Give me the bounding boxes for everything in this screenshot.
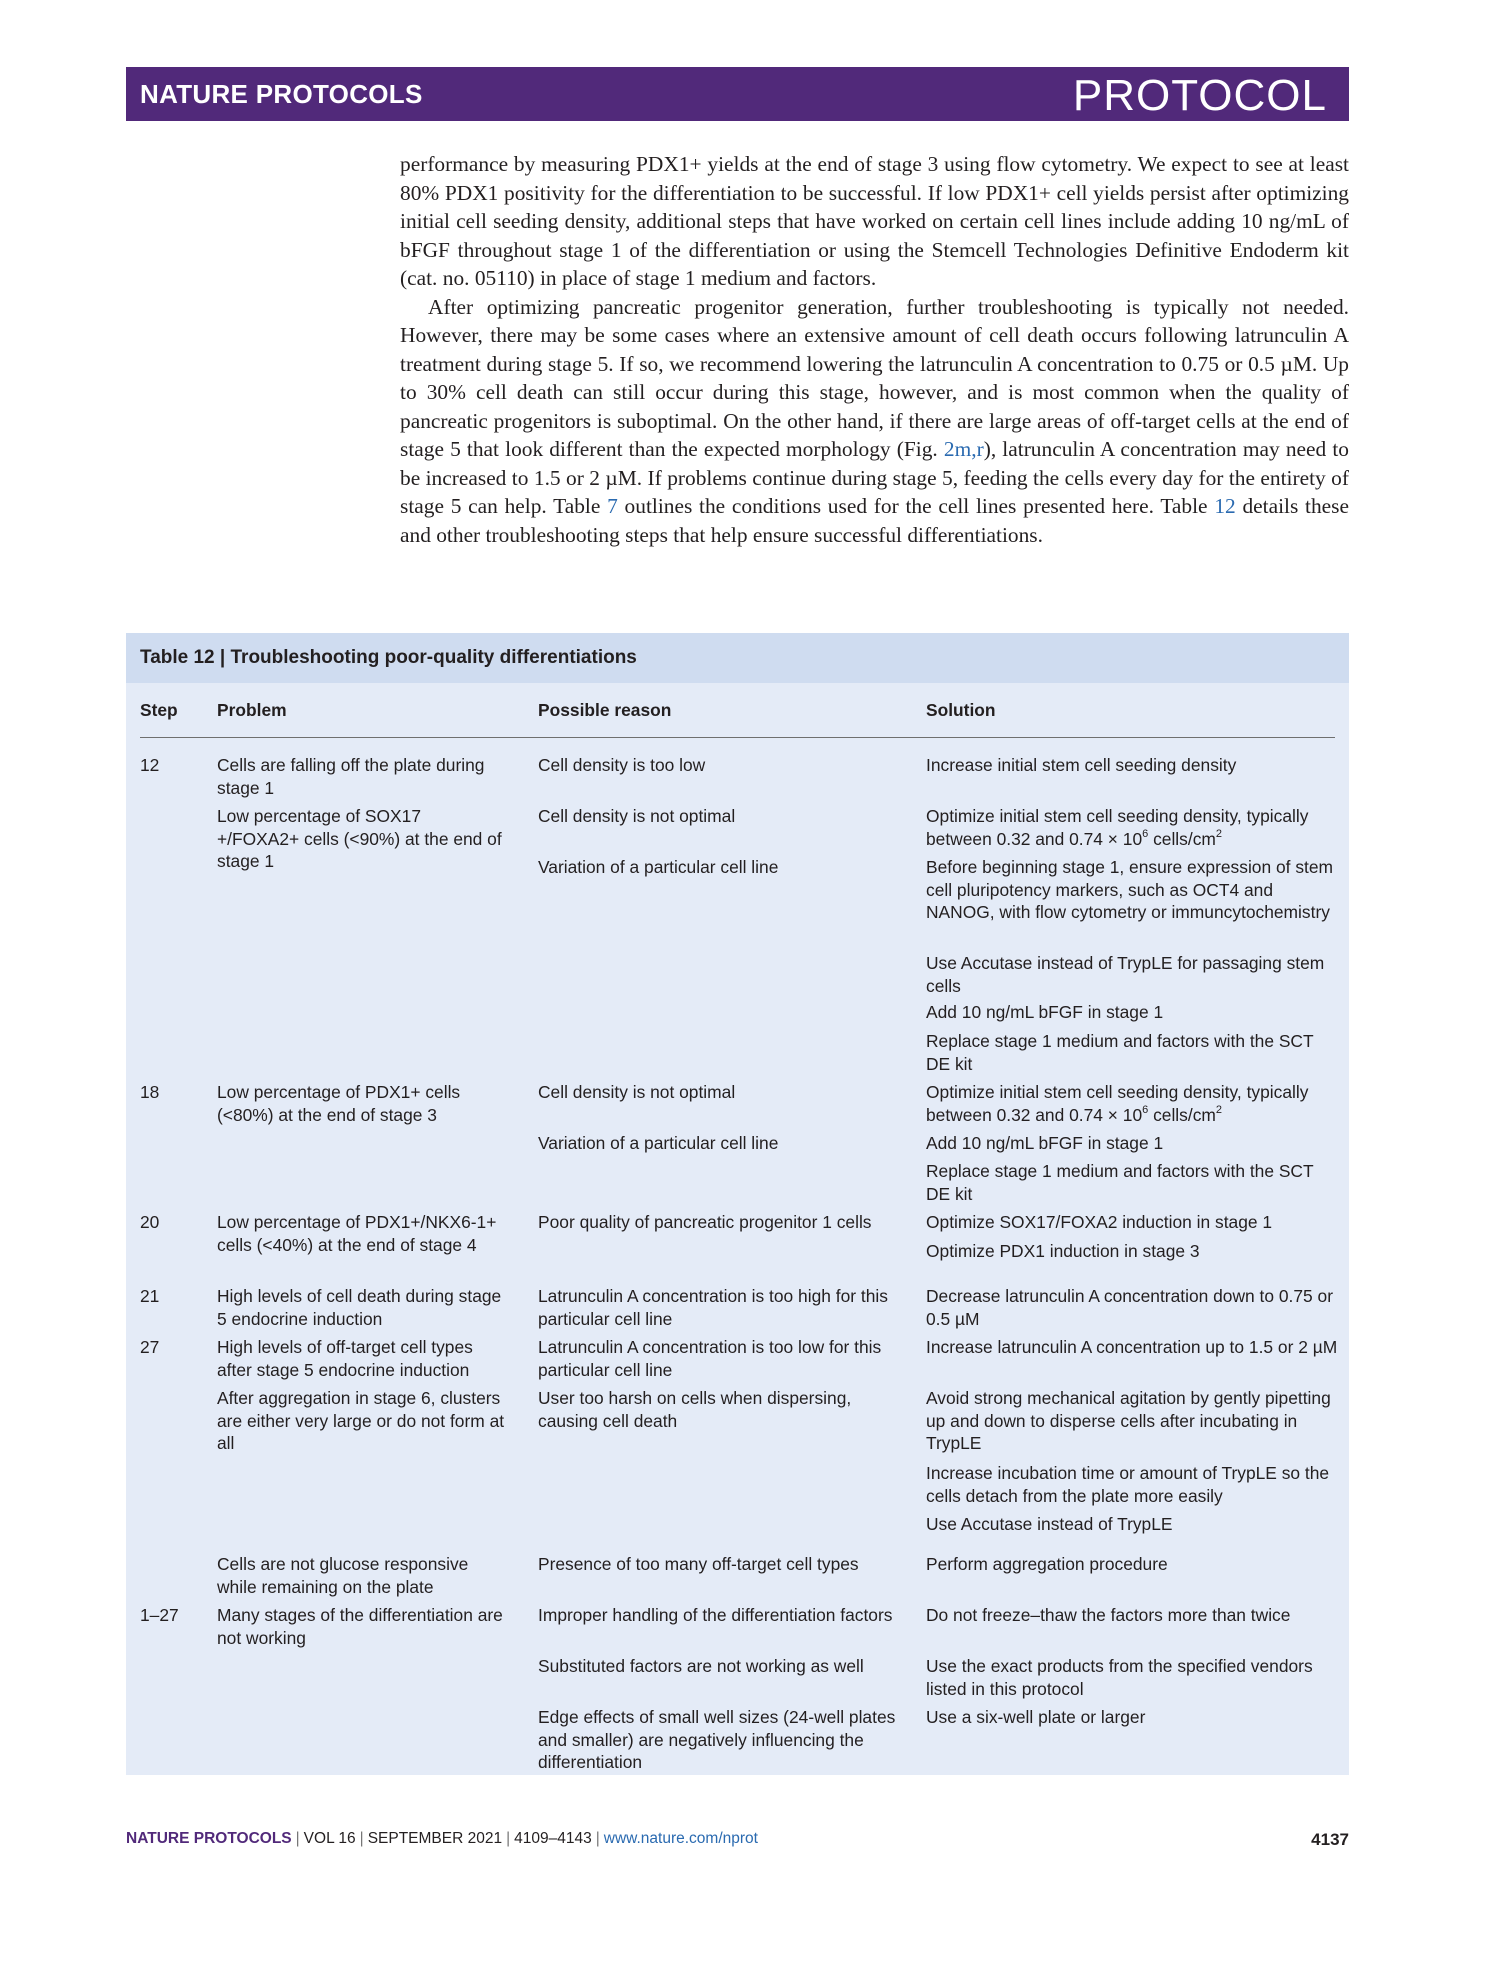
- header-rule: [140, 737, 1335, 738]
- footer-url-link[interactable]: www.nature.com/nprot: [603, 1830, 758, 1847]
- solution-cell: Decrease latrunculin A concentration down to 0.75 or 0.5 µM: [926, 1286, 1333, 1329]
- step-cell: 21: [140, 1286, 160, 1306]
- solution-cell: Optimize PDX1 induction in stage 3: [926, 1241, 1200, 1261]
- problem-cell: High levels of off-target cell types after stage 5 endocrine induction: [217, 1337, 473, 1380]
- reason-cell: Cell density is not optimal: [538, 1082, 736, 1102]
- table-7-link[interactable]: 7: [607, 494, 618, 518]
- reason-cell: Substituted factors are not working as well: [538, 1656, 864, 1676]
- solution-cell: Use Accutase instead of TrypLE: [926, 1514, 1173, 1534]
- solution-cell: Replace stage 1 medium and factors with the SCT DE kit: [926, 1031, 1314, 1074]
- journal-header-bar: [126, 67, 1349, 121]
- reason-cell: User too harsh on cells when dispersing, causing cell death: [538, 1388, 852, 1431]
- solution-cell: Replace stage 1 medium and factors with the SCT DE kit: [926, 1161, 1314, 1204]
- solution-cell: Increase latrunculin A concentration up to 1.5 or 2 µM: [926, 1337, 1338, 1357]
- problem-cell: High levels of cell death during stage 5 endocrine induction: [217, 1286, 502, 1329]
- table-title: Table 12 | Troubleshooting poor-quality differentiations: [140, 647, 637, 668]
- footer-pages: 4109–4143: [514, 1830, 592, 1847]
- problem-cell: Cells are not glucose responsive while remaining on the plate: [217, 1554, 469, 1597]
- solution-cell: Increase incubation time or amount of TrypLE so the cells detach from the plate more easily: [926, 1463, 1330, 1506]
- solution-cell: Add 10 ng/mL bFGF in stage 1: [926, 1133, 1164, 1153]
- solution-cell: Use the exact products from the specified vendors listed in this protocol: [926, 1656, 1313, 1699]
- page-footer: NATURE PROTOCOLS | VOL 16 | SEPTEMBER 2021 | 4109–4143 | www.nature.com/nprot 4137: [126, 1830, 1349, 1849]
- troubleshooting-table: [126, 633, 1349, 1775]
- reason-cell: Latrunculin A concentration is too high for this particular cell line: [538, 1286, 888, 1329]
- footer-volume: VOL 16: [303, 1830, 356, 1847]
- solution-cell: Add 10 ng/mL bFGF in stage 1: [926, 1002, 1164, 1022]
- step-cell: 12: [140, 755, 160, 775]
- solution-cell: Before beginning stage 1, ensure expression of stem cell pluripotency markers, such as OCT4 and NANOG, with flow cytometry or immuncytochemistry: [926, 857, 1333, 922]
- reason-cell: Variation of a particular cell line: [538, 857, 779, 877]
- table-12-link[interactable]: 12: [1214, 494, 1236, 518]
- page-number: 4137: [1311, 1830, 1349, 1849]
- step-cell: 1–27: [140, 1605, 179, 1625]
- solution-cell: Perform aggregation procedure: [926, 1554, 1168, 1574]
- reason-cell: Cell density is too low: [538, 755, 706, 775]
- reason-cell: Variation of a particular cell line: [538, 1133, 779, 1153]
- journal-name: NATURE PROTOCOLS: [140, 79, 423, 109]
- figure-2-link[interactable]: 2m,r: [943, 437, 984, 461]
- paragraph-1: performance by measuring PDX1+ yields at the end of stage 3 using flow cytometry. We expect to see at least 80% PDX1 positivity for the differentiation to be successful. If low PDX1+ cell yields persist after optimizing initial cell seeding density, additional steps that have worked on certain cell lines include adding 10 ng/mL of bFGF throughout stage 1 of the differentiation or using the Stemcell Technologies Definitive Endoderm kit (cat. no. 05110) in place of stage 1 medium and factors.: [400, 152, 1349, 290]
- footer-journal: NATURE PROTOCOLS: [126, 1830, 292, 1847]
- problem-cell: Cells are falling off the plate during stage 1: [217, 755, 485, 798]
- step-cell: 27: [140, 1337, 160, 1357]
- solution-cell: Do not freeze–thaw the factors more than twice: [926, 1605, 1291, 1625]
- article-type: PROTOCOL: [1072, 71, 1327, 120]
- reason-cell: Poor quality of pancreatic progenitor 1 cells: [538, 1212, 872, 1232]
- reason-cell: Cell density is not optimal: [538, 806, 736, 826]
- step-cell: 20: [140, 1212, 160, 1232]
- solution-cell: Optimize SOX17/FOXA2 induction in stage 1: [926, 1212, 1273, 1232]
- problem-cell: Low percentage of PDX1+/NKX6-1+ cells (<40%) at the end of stage 4: [217, 1212, 497, 1255]
- solution-cell: Optimize initial stem cell seeding density, typically between 0.32 and $0.74 \times 10^6$ cells/$cm^2$: [926, 1082, 1309, 1125]
- problem-cell: After aggregation in stage 6, clusters are either very large or do not form at all: [217, 1388, 505, 1453]
- solution-cell: Avoid strong mechanical agitation by gently pipetting up and down to disperse cells after incubating in TrypLE: [926, 1388, 1331, 1453]
- problem-cell: Many stages of the differentiation are not working: [217, 1605, 503, 1648]
- problem-cell: Low percentage of SOX17 +/FOXA2+ cells (<90%) at the end of stage 1: [217, 806, 502, 871]
- column-header-reason: Possible reason: [538, 700, 672, 720]
- column-header-solution: Solution: [926, 700, 996, 720]
- solution-cell: Increase initial stem cell seeding density: [926, 755, 1237, 775]
- reason-cell: Presence of too many off-target cell types: [538, 1554, 859, 1574]
- paragraph-2: After optimizing pancreatic progenitor generation, further troubleshooting is typically not needed. However, there may be some cases where an extensive amount of cell death occurs following latrunculin A treatment during stage 5. If so, we recommend lowering the latrunculin A concentration to 0.75 or 0.5 µM. Up to 30% cell death can still occur during this stage, however, and is most common when the quality of pancreatic progenitors is suboptimal. On the other hand, if there are large areas of off-target cells at the end of stage 5 that look different than the expected morphology (Fig. 2m,r), latrunculin A concentration may need to be increased to 1.5 or 2 µM. If problems continue during stage 5, feeding the cells every day for the entirety of stage 5 can help. Table 7 outlines the conditions used for the cell lines presented here. Table 12 details these and other troubleshooting steps that help ensure successful differentiations.: [400, 294, 1349, 547]
- problem-cell: Low percentage of PDX1+ cells (<80%) at the end of stage 3: [217, 1082, 461, 1125]
- footer-date: SEPTEMBER 2021: [367, 1830, 503, 1847]
- body-text: [400, 150, 1349, 549]
- solution-cell: Use a six-well plate or larger: [926, 1707, 1146, 1727]
- reason-cell: Latrunculin A concentration is too low for this particular cell line: [538, 1337, 882, 1380]
- table-title-bar: [126, 633, 1349, 683]
- solution-cell: Optimize initial stem cell seeding density, typically between 0.32 and $0.74 \times 10^6$ cells/$cm^2$: [926, 806, 1309, 849]
- step-cell: 18: [140, 1082, 160, 1102]
- column-header-step: Step: [140, 700, 178, 720]
- column-header-problem: Problem: [217, 700, 287, 720]
- reason-cell: Edge effects of small well sizes (24-well plates and smaller) are negatively influencing the differentiation: [538, 1707, 896, 1772]
- solution-cell: Use Accutase instead of TrypLE for passaging stem cells: [926, 953, 1325, 996]
- reason-cell: Improper handling of the differentiation factors: [538, 1605, 893, 1625]
